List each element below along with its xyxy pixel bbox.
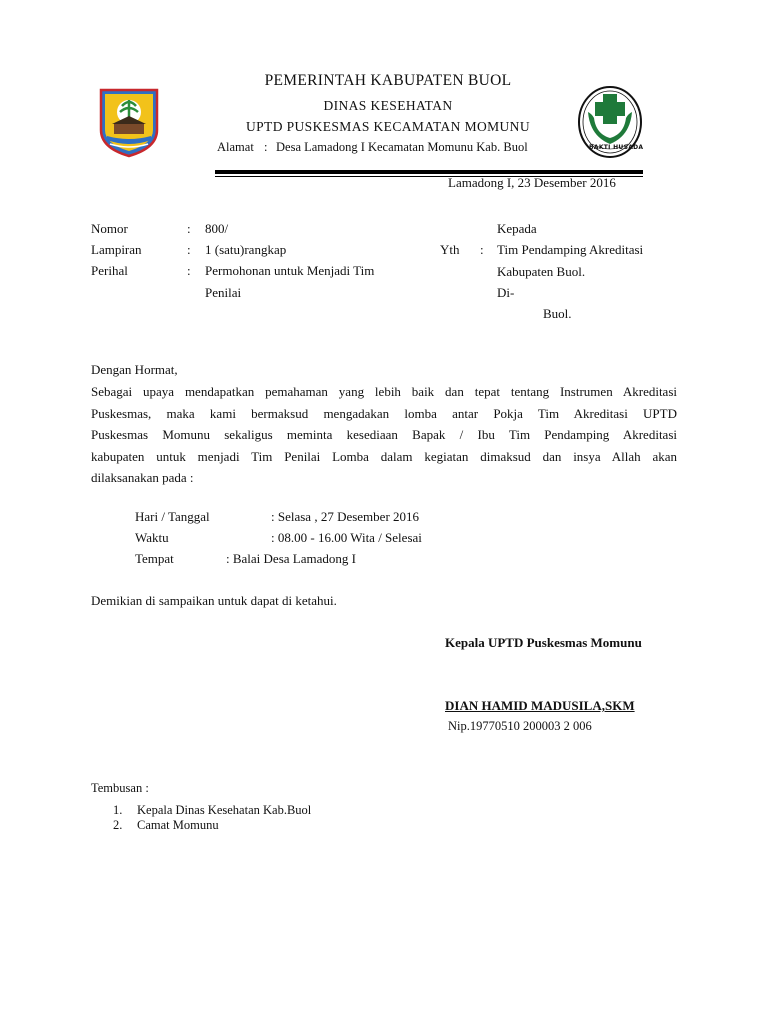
nomor-value: 800/ (205, 221, 229, 236)
body-paragraph-line: Puskesmas Momunu sekaligus meminta kesediaan Bapak / Ibu Tim Pendamping Akreditasi (91, 427, 677, 442)
signature-title: Kepala UPTD Puskesmas Momunu (445, 635, 642, 650)
header-rule-thick (215, 170, 643, 174)
closing-sentence: Demikian di sampaikan untuk dapat di ketahui. (91, 593, 337, 608)
perihal-value-line-2: Penilai (205, 285, 242, 300)
waktu-value: : 08.00 - 16.00 Wita / Selesai (271, 530, 422, 545)
signature-nip: Nip.19770510 200003 2 006 (448, 719, 592, 733)
lampiran-value: 1 (satu)rangkap (205, 242, 287, 257)
body-paragraph-line: Puskesmas, maka kami bermaksud mengadakan lomba antar Pokja Tim Akreditasi UPTD (91, 405, 677, 421)
recipient-line-3: Di- (497, 285, 515, 300)
perihal-label: Perihal (91, 263, 128, 278)
header-line-1: PEMERINTAH KABUPATEN BUOL (264, 72, 512, 89)
recipient-line-4: Buol. (543, 306, 572, 321)
recipient-yth-label: Yth (440, 242, 460, 257)
bakti-husada-text: BAKTI HUSADA (589, 144, 644, 151)
tembusan-item-1: Kepala Dinas Kesehatan Kab.Buol (137, 803, 312, 817)
perihal-value-line-1: Permohonan untuk Menjadi Tim (205, 263, 375, 278)
body-paragraph-line: Sebagai upaya mendapatkan pemahaman yang lebih baik dan tepat tentang Instrumen Akreditasi (91, 384, 677, 399)
recipient-line-1: Tim Pendamping Akreditasi (497, 242, 644, 257)
greeting: Dengan Hormat, (91, 362, 178, 377)
lampiran-separator: : (187, 242, 191, 257)
tembusan-item-2: Camat Momunu (137, 818, 219, 832)
recipient-kepada: Kepada (497, 221, 537, 236)
address-label: Alamat (217, 140, 254, 154)
address-value: Desa Lamadong I Kecamatan Momunu Kab. Buol (276, 140, 528, 154)
signature-name: DIAN HAMID MADUSILA,SKM (445, 698, 635, 713)
nomor-label: Nomor (91, 221, 128, 236)
tempat-label: Tempat (135, 551, 174, 566)
header-line-3: UPTD PUSKESMAS KECAMATAN MOMUNU (246, 119, 530, 134)
tembusan-label: Tembusan : (91, 781, 149, 795)
waktu-label: Waktu (135, 530, 169, 545)
lampiran-label: Lampiran (91, 242, 142, 257)
header-line-2: DINAS KESEHATAN (323, 98, 453, 113)
tempat-value: : Balai Desa Lamadong I (226, 551, 356, 566)
hari-value: : Selasa , 27 Desember 2016 (271, 509, 420, 524)
kabupaten-buol-emblem (98, 86, 160, 158)
address-separator: : (264, 140, 268, 154)
nomor-separator: : (187, 221, 191, 236)
recipient-line-2: Kabupaten Buol. (497, 264, 586, 279)
hari-label: Hari / Tanggal (135, 509, 210, 524)
recipient-yth-separator: : (480, 242, 484, 257)
body-paragraph-line: kabupaten untuk menjadi Tim Penilai Lomba dalam kegiatan dimaksud dan insya Allah akan (91, 448, 677, 464)
date-line: Lamadong I, 23 Desember 2016 (448, 175, 616, 190)
body-paragraph-line: dilaksanakan pada : (91, 470, 194, 485)
body-paragraph (91, 381, 677, 489)
tembusan-item-1-number: 1. (113, 803, 123, 817)
perihal-separator: : (187, 263, 191, 278)
tembusan-item-2-number: 2. (113, 818, 123, 832)
